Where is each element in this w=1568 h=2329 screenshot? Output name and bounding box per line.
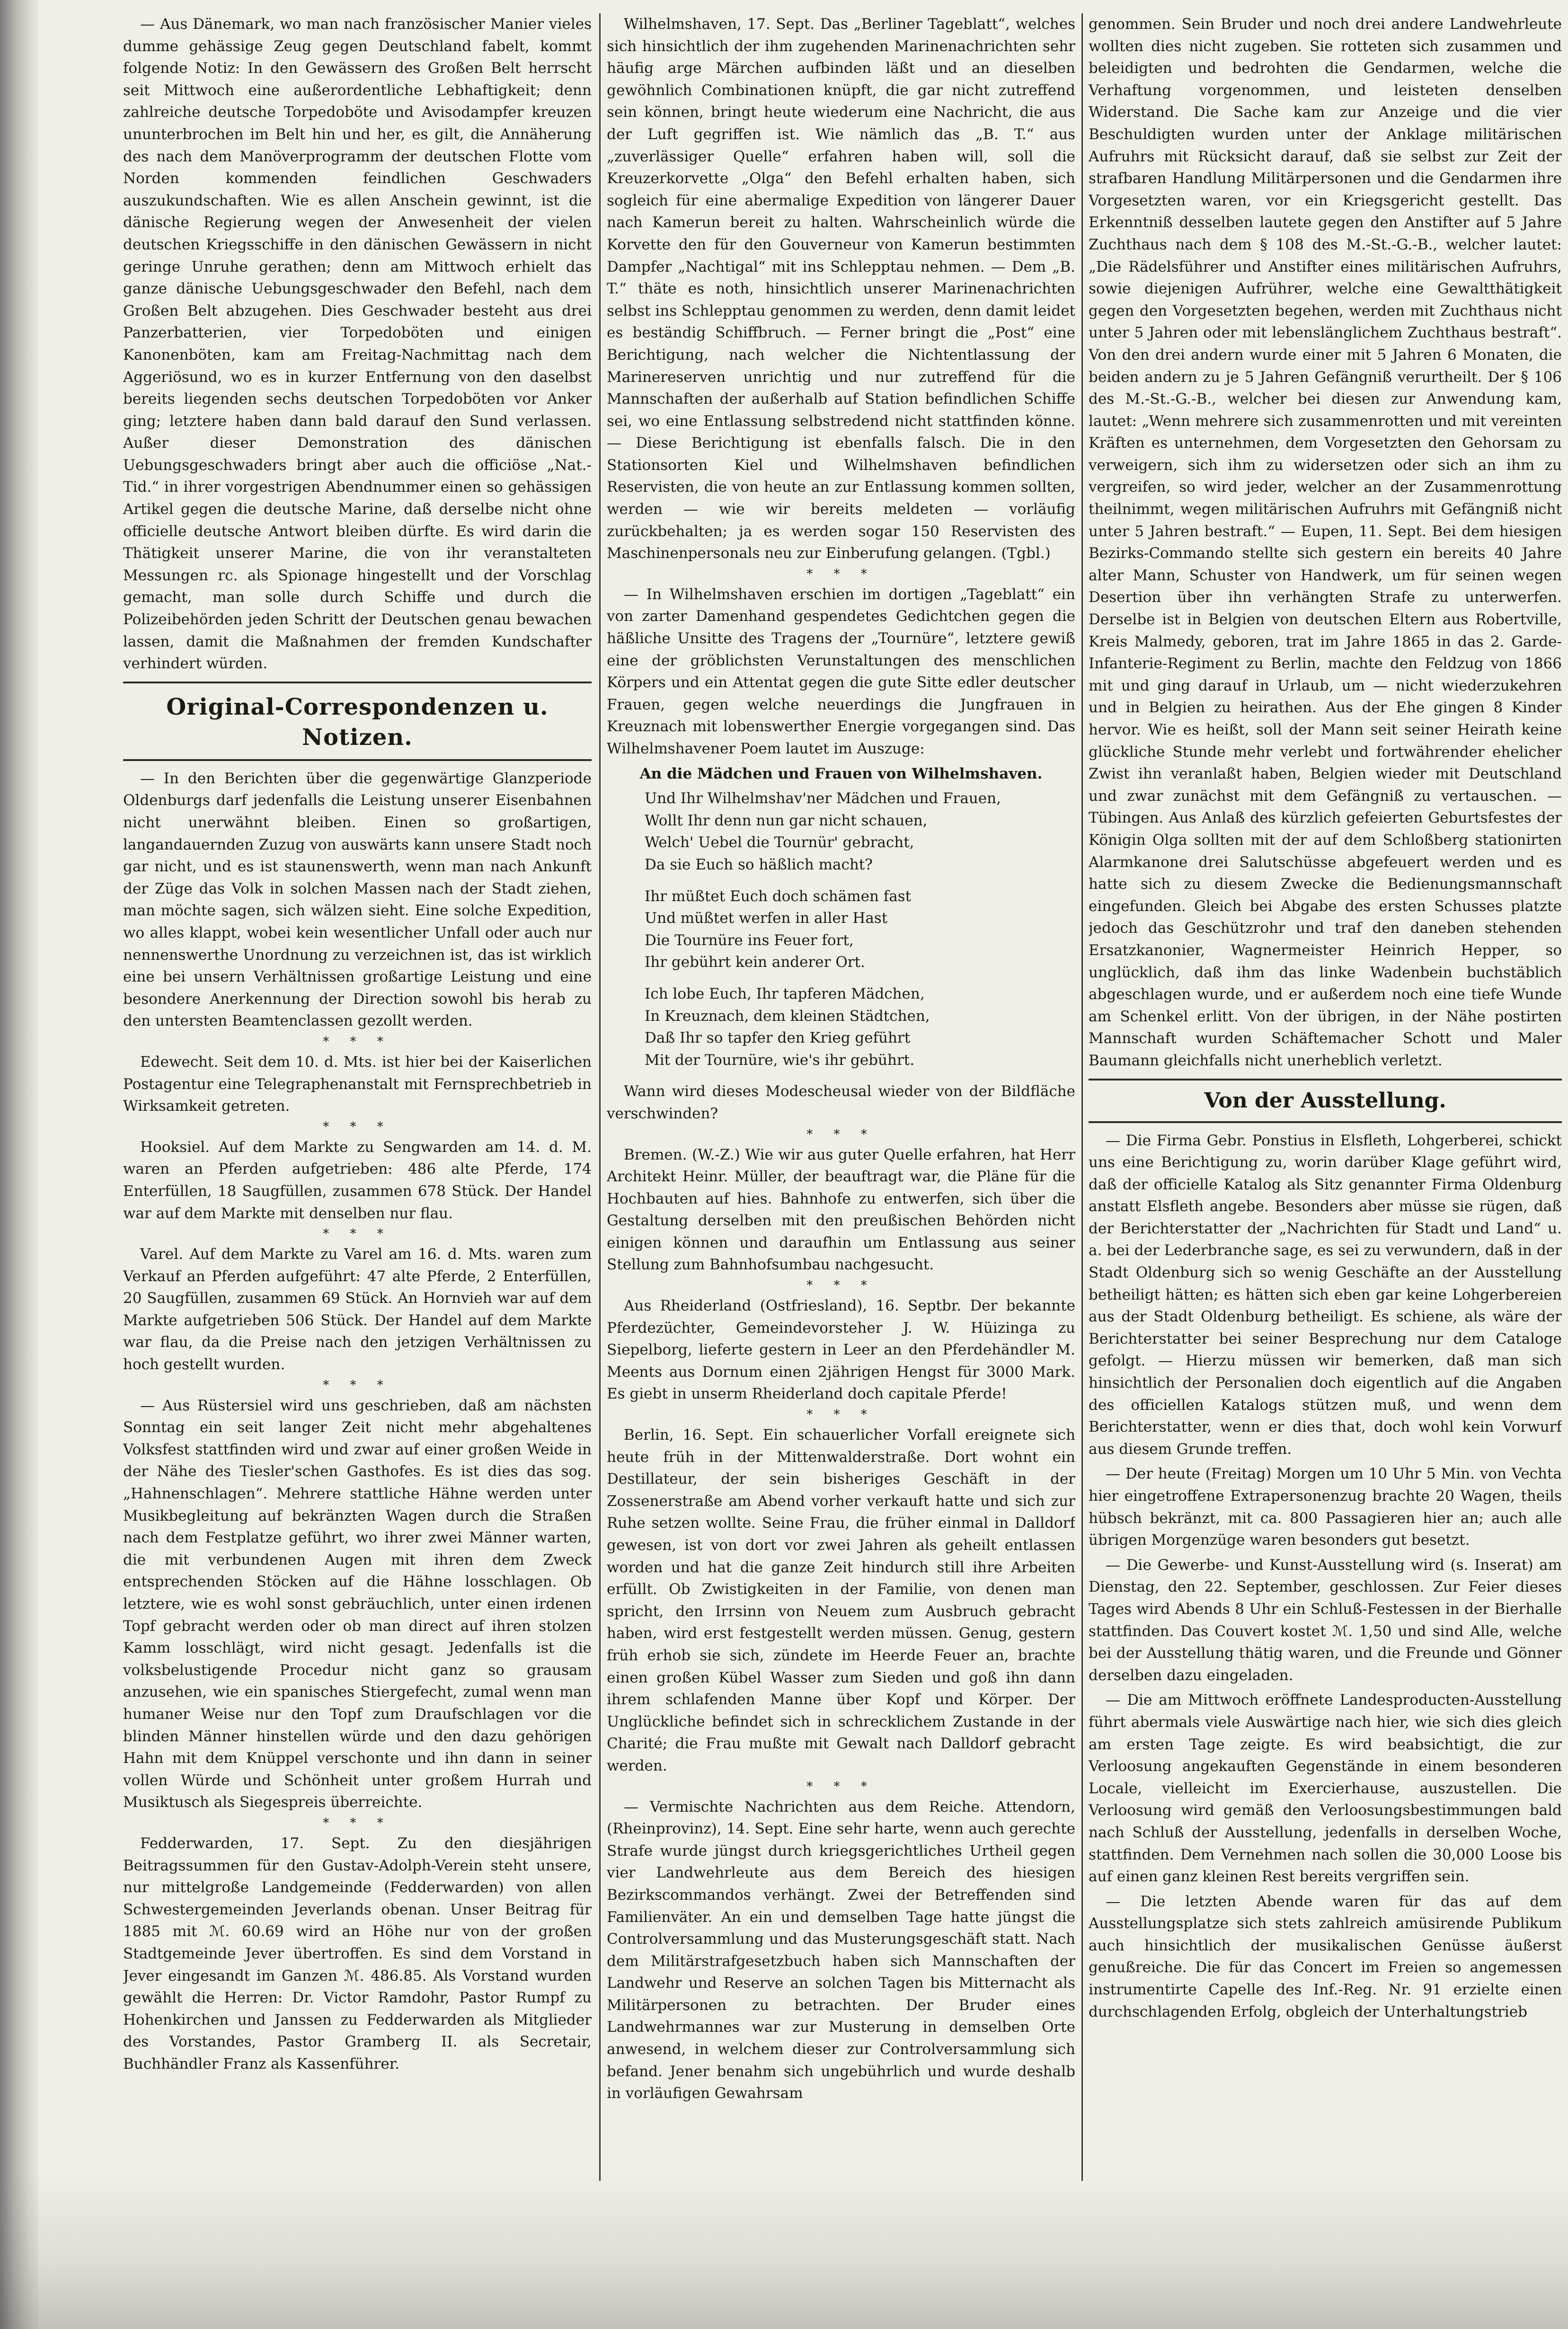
article-concert: — Die letzten Abende waren für das auf dem Ausstellungsplatze sich stets zahlreich amüsirende Publikum auch hinsichtlich der musikalischen Genüsse äußerst genußreiche. Die für das Concert im Freien so angemessen instrumentirte Capelle des Inf.-Reg. Nr. 91 erzielte einen durchschlagenden Erfolg, obgleich der Unterhaltungstrieb xyxy=(1089,1893,1562,2020)
section-rule xyxy=(123,759,592,761)
poem-line: Und müßtet werfen in aller Hast xyxy=(645,910,888,927)
book-gutter xyxy=(0,0,39,2329)
article-tournuere: — In Wilhelmshaven erschien im dortigen „Tageblatt“ ein von zarter Damenhand gespendetes Gedichtchen gegen die häßliche Unsitte des Tragens der „Tournüre“, letztere gewiß eine der gröblichsten Verunstaltungen des menschlichen Körpers und ein Attentat gegen die gute Sitte edler deutscher Frauen, gegen welche neuerdings die Jungfrauen in Kreuznach mit lobenswerther Energie vorgegangen sind. Das Wilhelmshavener Poem lautet im Auszuge: xyxy=(607,585,1075,757)
asterism-separator: * * * xyxy=(806,1408,876,1422)
article-landesproducten: — Die am Mittwoch eröffnete Landesproducten-Ausstellung führt abermals viele Auswärtige nach hier, wie sich dies gleich am ersten Tage zeigte. Es wird beabsichtigt, die zur Verloosung angekauften Gegenstände in einem besonderen Locale, vielleicht im Exercierhause, auszustellen. Die Verloosung wird gemäß den Verloosungsbestimmungen bald nach Schluß der Ausstellung, jedenfalls in derselben Woche, stattfinden. Dem Vernehmen nach sollen die 30,000 Loose bis auf einen ganz kleinen Rest bereits vergriffen sein. xyxy=(1089,1691,1562,1886)
article-fedderwarden: Fedderwarden, 17. Sept. Zu den diesjährigen Beitragssummen für den Gustav-Adolph-Verein steht unsere, nur mittelgroße Landgemeinde (Fedderwarden) von allen Schwestergemeinden Jeverlands obenan. Unser Beitrag für 1885 mit ℳ. 60.69 wird an Höhe nur von der großen Stadtgemeinde Jever übertroffen. Es sind dem Vorstand in Jever eingesandt im Ganzen ℳ. 486.85. Als Vorstand wurden gewählt die Herren: Dr. Victor Ramdohr, Pastor Rumpf zu Hohenkirchen und Janssen zu Fedderwarden als Mitglieder des Vorstandes, Pastor Gramberg II. als Secretair, Buchhändler Franz als Kassenführer. xyxy=(123,1834,592,2072)
article-rheiderland: Aus Rheiderland (Ostfriesland), 16. Septbr. Der bekannte Pferdezüchter, Gemeindevorsteher J. W. Hüizinga zu Siepelborg, lieferte gestern in Leer an den Pferdehändler M. Meents aus Dornum einen 2jährigen Hengst für 3000 Mark. Es giebt in unserm Rheiderland doch capitale Pferde! xyxy=(607,1297,1075,1403)
poem-line: Die Tournüre ins Feuer fort, xyxy=(645,931,854,949)
column-middle xyxy=(607,13,1075,2181)
asterism-separator: * * * xyxy=(323,1378,392,1392)
asterism-separator: * * * xyxy=(806,1779,876,1794)
poem-title: An die Mädchen und Frauen von Wilhelmshaven. xyxy=(639,765,1043,782)
poem-line: In Kreuznach, dem kleinen Städtchen, xyxy=(645,1007,930,1025)
page-shadow xyxy=(0,2173,1568,2329)
article-varel: Varel. Auf dem Markte zu Varel am 16. d. Mts. waren zum Verkauf an Pferden aufgeführt: 47 alte Pferde, 2 Enterfüllen, 20 Saugfüllen, zusammen 69 Stück. An Hornvieh war auf dem Markte aufgetrieben 506 Stück. Der Handel auf dem Markte war flau, da die Preise nach den jetzigen Verhältnissen zu hoch gestellt wurden. xyxy=(123,1246,592,1373)
article-wilhelmshaven: Wilhelmshaven, 17. Sept. Das „Berliner Tageblatt“, welches sich hinsichtlich der ihm zugehenden Marinenachrichten sehr häufig arge Märchen aufbinden läßt und an dieselben gewöhnlich Combinationen knüpft, die gar nicht zutreffend sein können, bringt heute wiederum eine Nachricht, die aus der Luft gegriffen ist. Wie nämlich das „B. T.“ aus „zuverlässiger Quelle“ erfahren haben will, soll die Kreuzerkorvette „Olga“ den Befehl erhalten haben, sich sogleich für eine abermalige Expedition von längerer Dauer nach Kamerun bereit zu halten. Wahrscheinlich würde die Korvette den für den Gouverneur von Kamerun bestimmten Dampfer „Nachtigal“ mit ins Schlepptau nehmen. — Dem „B. T.“ thäte es noth, hinsichtlich unserer Marinenachrichten selbst ins Schlepptau genommen zu werden, denn damit leidet es beständig Schiffbruch. — Ferner bringt die „Post“ eine Berichtigung, nach welcher die Nichtentlassung der Marinereserven unrichtig und nur zutreffend für die Mannschaften der außerhalb auf Station befindlichen Schiffe sei, wo eine Entlassung selbstredend nicht stattfinden könne. — Diese Berichtigung ist ebenfalls falsch. Die in den Stationsorten Kiel und Wilhelmshaven befindlichen Reservisten, die von heute an zur Entlassung kommen sollten, werden — wie wir bereits meldeten — vorläufig zurückbehalten; ja es werden sogar 150 Reservisten des Maschinenpersonals neu zur Einberufung gelangen. (Tgbl.) xyxy=(607,16,1075,562)
poem-line: Und Ihr Wilhelmshav'ner Mädchen und Frauen, xyxy=(645,790,1001,807)
article-bremen: Bremen. (W.-Z.) Wie wir aus guter Quelle erfahren, hat Herr Architekt Heinr. Müller, der beauftragt war, die Pläne für die Hochbauten auf hies. Bahnhofe zu entwerfen, sich über die Gestaltung derselben mit den preußischen Behörden nicht einigen können und daraufhin um Entlassung aus seiner Stellung zum Bahnhofsumbau nachgesucht. xyxy=(607,1146,1075,1274)
article-berlin: Berlin, 16. Sept. Ein schauerlicher Vorfall ereignete sich heute früh in der Mittenwalderstraße. Dort wohnt ein Destillateur, der sein bisheriges Geschäft in der Zossenerstraße am Abend vorher verkauft hatte und sich zur Ruhe setzen wollte. Seine Frau, die früher einmal in Dalldorf gewesen, ist von dort vor zwei Jahren als geheilt entlassen worden und hat die ganze Zeit hindurch still ihre Arbeiten erfüllt. Ob Zwistigkeiten in der Familie, von denen man spricht, den Irrsinn von Neuem zum Ausbruch gebracht haben, wird erst festgestellt werden müssen. Genug, gestern früh erhob sie sich, zündete im Heerde Feuer an, brachte einen großen Kübel Wasser zum Sieden und goß ihn dann ihrem schlafenden Manne über Kopf und Körper. Der Unglückliche befindet sich in schrecklichem Zustande in der Charité; die Frau mußte mit Gewalt nach Dalldorf gebracht werden. xyxy=(607,1426,1075,1774)
article-glanzperiode: — In den Berichten über die gegenwärtige Glanzperiode Oldenburgs darf jedenfalls die Leistung unserer Eisenbahnen nicht unerwähnt bleiben. Einen so großartigen, langandauernden Zuzug von auswärts kann unsere Stadt noch gar nicht, und es ist staunenswerth, wenn man nach Ankunft der Züge das Volk in solchen Massen nach der Stadt ziehen, man möchte sagen, sich wälzen sieht. Eine solche Expedition, wo alles klappt, wobei kein wesentlicher Unfall oder auch nur nennenswerthe Unordnung zu verzeichnen ist, das ist wirklich eine bei unsern Verhältnissen großartige Leistung und eine besondere Anerkennung der Direction sowohl bis herab zu den untersten Beamtenclassen gezollt werden. xyxy=(123,770,592,1030)
asterism-separator: * * * xyxy=(323,1815,392,1830)
poem xyxy=(645,788,1075,1071)
section-rule xyxy=(1089,1079,1562,1080)
poem-line: Wollt Ihr denn nun gar nicht schauen, xyxy=(645,812,928,829)
asterism-separator: * * * xyxy=(323,1034,392,1049)
asterism-separator: * * * xyxy=(806,1278,876,1293)
asterism-separator: * * * xyxy=(323,1119,392,1134)
poem-stanza xyxy=(645,983,1075,1071)
poem-afterword: Wann wird dieses Modescheusal wieder von der Bildfläche verschwinden? xyxy=(607,1083,1075,1122)
section-header-correspondenzen: Original-Correspondenzen u. Notizen. xyxy=(166,693,549,751)
section-rule xyxy=(123,682,592,683)
column-left xyxy=(123,13,592,2181)
poem-line: Ich lobe Euch, Ihr tapferen Mädchen, xyxy=(645,985,925,1002)
article-continued: genommen. Sein Bruder und noch drei andere Landwehrleute wollten dies nicht zugeben. Sie rotteten sich zusammen und beleidigten und bedrohten die Gendarmen, welche die Verhaftung vorgenommen, und leisteten denselben Widerstand. Die Sache kam zur Anzeige und die vier Beschuldigten wurden unter der Anklage militärischen Aufruhrs mit Rücksicht darauf, daß sie selbst zur Zeit der strafbaren Handlung Militärpersonen und die Gendarmen ihre Vorgesetzten waren, vor ein Kriegsgericht gestellt. Das Erkenntniß desselben lautete gegen den Anstifter auf 5 Jahre Zuchthaus nach dem § 108 des M.-St.-G.-B., welcher lautet: „Die Rädelsführer und Anstifter eines militärischen Aufruhrs, sowie diejenigen Aufrührer, welche eine Gewaltthätigkeit gegen den Vorgesetzten begehen, werden mit Zuchthaus nicht unter 5 Jahren oder mit lebenslänglichem Zuchthaus bestraft“. Von den drei andern wurde einer mit 5 Jahren 6 Monaten, die beiden andern zu je 5 Jahren Gefängniß verurtheilt. Der § 106 des M.-St.-G.-B., welcher bei diesen zur Anwendung kam, lautet: „Wenn mehrere sich zusammenrotten und mit vereinten Kräften es unternehmen, dem Vorgesetzten den Gehorsam zu verweigern, sich ihm zu widersetzen oder sich an ihm zu vergreifen, so wird jeder, welcher an der Zusammenrottung theilnimmt, wegen militärischen Aufruhrs mit Gefängniß nicht unter 5 Jahren bestraft.“ — Eupen, 11. Sept. Bei dem hiesigen Bezirks-Commando stellte sich gestern ein bereits 40 Jahre alter Mann, Schuster von Handwerk, um für seinen wegen Desertion über ihn verhängten Strafe zu unterwerfen. Derselbe ist in Belgien von deutschen Eltern aus Robertville, Kreis Malmedy, geboren, trat im Jahre 1865 in das 2. Garde-Infanterie-Regiment zu Berlin, machte den Feldzug von 1866 mit und ging darauf in Urlaub, um — nicht wiederzukehren und in Belgien zu heirathen. Aus der Ehe gingen 8 Kinder hervor. Wie es heißt, soll der Mann seit seiner Heirath keine glückliche Stunde mehr verlebt und fortwährender ehelicher Zwist ihn veranlaßt haben, Belgien wieder mit Deutschland und zwar zunächst mit dem Gefängniß zu vertauschen. — Tübingen. Aus Anlaß des kürzlich gefeierten Geburtsfestes der Königin Olga sollten mit der auf dem Schloßberg stationirten Alarmkanone drei Salutschüsse abgefeuert werden und es hatte sich zu diesem Zwecke die Bedienungsmannschaft eingefunden. Gleich bei Abgabe des ersten Schusses platzte jedoch das Geschützrohr und traf den daneben stehenden Ersatzkanonier, Wagnermeister Heinrich Hepper, so unglücklich, daß ihm das linke Wadenbein buchstäblich abgeschlagen wurde, und er außerdem noch eine tiefe Wunde am Schenkel erlitt. Von der übrigen, in der Nähe postirten Mannschaft wurden Schäftemacher Schott und Maler Baumann gleichfalls nicht unerheblich verletzt. xyxy=(1089,16,1562,1069)
column-rule xyxy=(1081,13,1083,2181)
article-vermischte-nachrichten: — Vermischte Nachrichten aus dem Reiche. Attendorn, (Rheinprovinz), 14. Sept. Eine sehr harte, wenn auch gerechte Strafe wurde jüngst durch kriegsgerichtliches Urtheil gegen vier Landwehrleute aus dem Bereich des hiesigen Bezirkscommandos verhängt. Zwei der Betreffenden sind Familienväter. An ein und demselben Tage hatte jüngst die Controlversammlung und das Musterungsgeschäft statt. Nach dem Militärstrafgesetzbuch haben sich Mannschaften der Landwehr und Reserve an solchen Tagen bis Mitternacht als Militärpersonen zu betrachten. Der Bruder eines Landwehrmannes war zur Musterung in demselben Orte anwesend, in welchem dieser zur Controlversammlung sich befand. Jener benahm sich ungebührlich und wurde deshalb in vorläufigen Gewahrsam xyxy=(607,1798,1075,2102)
poem-line: Mit der Tournüre, wie's ihr gebührt. xyxy=(645,1051,915,1069)
poem-line: Da sie Euch so häßlich macht? xyxy=(645,856,873,873)
section-rule xyxy=(1089,1121,1562,1123)
poem-line: Ihr müßtet Euch doch schämen fast xyxy=(645,887,912,905)
column-right xyxy=(1089,13,1562,2181)
article-hooksiel: Hooksiel. Auf dem Markte zu Sengwarden am 14. d. M. waren an Pferden aufgetrieben: 486 alte Pferde, 174 Enterfüllen, 18 Saugfüllen, zusammen 678 Stück. Der Handel war auf dem Markte mit denselben nur flau. xyxy=(123,1138,592,1222)
article-daenemark: — Aus Dänemark, wo man nach französischer Manier vieles dumme gehässige Zeug gegen Deutschland fabelt, kommt folgende Notiz: In den Gewässern des Großen Belt herrscht seit Mittwoch eine außerordentliche Lebhaftigkeit; denn zahlreiche deutsche Torpedoböte und Avisodampfer kreuzen ununterbrochen im Belt hin und her, es gilt, die Annäherung des nach dem Manöverprogramm der deutschen Flotte vom Norden kommenden feindlichen Geschwaders auszukundschaften. Wie es allen Anschein gewinnt, ist die dänische Regierung wegen der Anwesenheit der vielen deutschen Kriegsschiffe in den dänischen Gewässern in nicht geringe Unruhe gerathen; denn am Mittwoch erhielt das ganze dänische Uebungsgeschwader den Befehl, nach dem Großen Belt abzugehen. Dies Geschwader besteht aus drei Panzerbatterien, vier Torpedoböten und einigen Kanonenböten, kam am Freitag-Nachmittag nach dem Aggeriösund, wo es in kurzer Entfernung von den daselbst bereits liegenden sechs deutschen Torpedoböten vor Anker ging; letztere haben dann bald darauf den Sund verlassen. Außer dieser Demonstration des dänischen Uebungsgeschwaders bringt aber auch die officiöse „Nat.-Tid.“ in ihrer vorgestrigen Abendnummer einen so gehässigen Artikel gegen die deutsche Marine, daß derselbe nicht ohne officielle deutsche Antwort bleiben dürfte. Es wird darin die Thätigkeit unserer Marine, die von ihr veranstalteten Messungen rc. als Spionage hingestellt und der Vorschlag gemacht, man solle durch Schiffe und durch die Polizeibehörden jeden Schritt der Deutschen genau bewachen lassen, damit die Maßnahmen der fremden Kundschafter verhindert würden. xyxy=(123,16,592,673)
poem-line: Welch' Uebel die Tournür' gebracht, xyxy=(645,834,914,851)
article-gewerbeausstellung: — Die Gewerbe- und Kunst-Ausstellung wird (s. Inserat) am Dienstag, den 22. September, geschlossen. Zur Feier dieses Tages wird Abends 8 Uhr ein Schluß-Festessen in der Bierhalle stattfinden. Das Couvert kostet ℳ. 1,50 und sind Alle, welche bei der Ausstellung thätig waren, und die Freunde und Gönner derselben dazu eingeladen. xyxy=(1089,1556,1562,1684)
poem-line: Daß Ihr so tapfer den Krieg geführt xyxy=(645,1029,911,1047)
section-header-ausstellung: Von der Ausstellung. xyxy=(1204,1088,1446,1113)
article-extrazug: — Der heute (Freitag) Morgen um 10 Uhr 5 Min. von Vechta hier eingetroffene Extrapersonenzug brachte 20 Wagen, theils hübsch bekränzt, mit ca. 800 Passagieren hier an; auch alle übrigen Morgenzüge waren besonders gut besetzt. xyxy=(1089,1465,1562,1549)
asterism-separator: * * * xyxy=(806,1127,876,1142)
article-edewecht: Edewecht. Seit dem 10. d. Mts. ist hier bei der Kaiserlichen Postagentur eine Telegraphenanstalt mit Fernsprechbetrieb in Wirksamkeit getreten. xyxy=(123,1053,592,1115)
column-rule xyxy=(599,13,601,2181)
asterism-separator: * * * xyxy=(806,567,876,581)
poem-stanza xyxy=(645,886,1075,974)
poem-stanza xyxy=(645,788,1075,876)
article-ponstius: — Die Firma Gebr. Ponstius in Elsfleth, Lohgerberei, schickt uns eine Berichtigung zu, worin darüber Klage geführt wird, daß der officielle Katalog als Sitz genannter Firma Oldenburg anstatt Elsfleth angebe. Besonders aber müsse sie rügen, daß der Berichterstatter der „Nachrichten für Stadt und Land“ u. a. bei der Lederbranche sage, es sei zu verwundern, daß in der Stadt Oldenburg sich so wenig Geschäfte an der Ausstellung betheiligt hätten; es hätten sich eben gar keine Lohgerbereien aus der Stadt Oldenburg betheiligt. Es schiene, als wäre der Berichterstatter bei seiner Besprechung nur dem Cataloge gefolgt. — Hierzu müssen wir bemerken, daß man sich hinsichtlich der Personalien doch eigentlich auf die Angaben des officiellen Katalogs stützen muß, und wenn dem Berichterstatter, wenn er dies that, doch wohl kein Vorwurf aus diesem Grunde treffen. xyxy=(1089,1132,1562,1458)
poem-line: Ihr gebührt kein anderer Ort. xyxy=(645,954,865,971)
article-ruestersiel: — Aus Rüstersiel wird uns geschrieben, daß am nächsten Sonntag ein seit langer Zeit nicht mehr abgehaltenes Volksfest stattfinden wird und zwar auf einer großen Weide in der Nähe des Tiesler'schen Gasthofes. Es ist dies das sog. „Hahnenschlagen“. Mehrere stattliche Hähne werden unter Musikbegleitung auf bekränzten Wagen durch die Straßen nach dem Festplatze geführt, wo ihrer zwei Männer warten, die mit verbundenen Augen mit ihren dem Zweck entsprechenden Stöcken auf die Hähne losschlagen. Ob letztere, wie es wohl sonst gebräuchlich, unter einen irdenen Topf gebracht werden oder ob man direct auf ihren stolzen Kamm losschlägt, wird nicht gesagt. Jedenfalls ist die volksbelustigende Procedur nicht ganz so grausam anzusehen, wie ein spanisches Stiergefecht, zumal wenn man humaner Weise nur den Topf zum Draufschlagen vor die blinden Männer hinstellen würde und den dazu gehörigen Hahn mit dem Knüppel verschonte und ihn dann in seiner vollen Würde und Schönheit unter großem Hurrah und Musiktusch als Siegespreis überreichte. xyxy=(123,1397,592,1811)
asterism-separator: * * * xyxy=(323,1227,392,1241)
